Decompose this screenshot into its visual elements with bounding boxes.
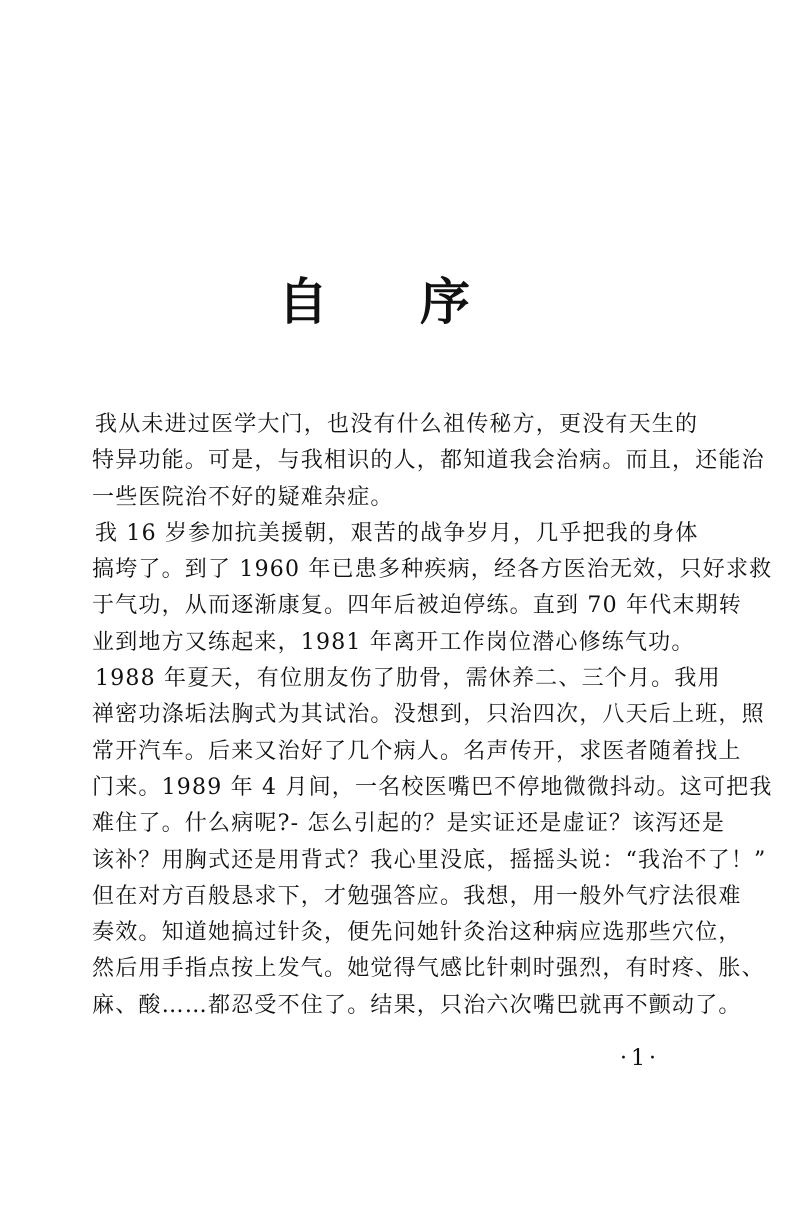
text-line: 该补？用胸式还是用背式？我心里没底，摇摇头说：“我治不了！” (92, 847, 767, 873)
text-line: 于气功，从而逐渐康复。四年后被迫停练。直到 70 年代末期转 (92, 593, 742, 619)
text-line: 奏效。知道她搞过针灸，便先问她针灸治这种病应选那些穴位， (92, 920, 742, 946)
text-line: 业到地方又练起来，1981 年离开工作岗位潜心修练气功。 (92, 629, 695, 655)
text-line: 1988 年夏天，有位朋友伤了肋骨，需休养二、三个月。我用 (95, 666, 721, 692)
page-title (0, 272, 807, 332)
paragraph-3 (92, 661, 773, 1024)
paragraph-2 (92, 516, 773, 661)
text-line: 禅密功涤垢法胸式为其试治。没想到，只治四次，八天后上班，照 (92, 702, 765, 728)
text-line: 特异功能。可是，与我相识的人，都知道我会治病。而且，还能治 (92, 448, 765, 474)
text-line: 我从未进过医学大门，也没有什么祖传秘方，更没有天生的 (95, 412, 699, 437)
text-line: 但在对方百般恳求下，才勉强答应。我想，用一般外气疗法很难 (92, 883, 742, 909)
body-text (92, 407, 773, 1024)
text-line: 然后用手指点按上发气。她觉得气感比针刺时强烈，有时疼、胀、 (92, 956, 765, 982)
title-char-2: 序 (420, 273, 470, 331)
text-line: 一些医院治不好的疑难杂症。 (92, 484, 394, 510)
text-line: 难住了。什么病呢?- 怎么引起的？是实证还是虚证？该泻还是 (92, 811, 726, 837)
text-line: 常开汽车。后来又治好了几个病人。名声传开，求医者随着找上 (92, 738, 742, 764)
text-line: 门来。1989 年 4 月间，一名校医嘴巴不停地微微抖动。这可把我 (92, 774, 773, 800)
text-line: 搞垮了。到了 1960 年已患多种疾病，经各方医治无效，只好求救 (92, 557, 773, 583)
text-line: 麻、酸……都忍受不住了。结果，只治六次嘴巴就再不颤动了。 (92, 992, 742, 1018)
page-number: ·1· (620, 1046, 660, 1071)
title-char-1: 自 (278, 273, 328, 331)
text-line: 我 16 岁参加抗美援朝，艰苦的战争岁月，几乎把我的身体 (95, 520, 699, 546)
paragraph-1 (92, 407, 765, 516)
